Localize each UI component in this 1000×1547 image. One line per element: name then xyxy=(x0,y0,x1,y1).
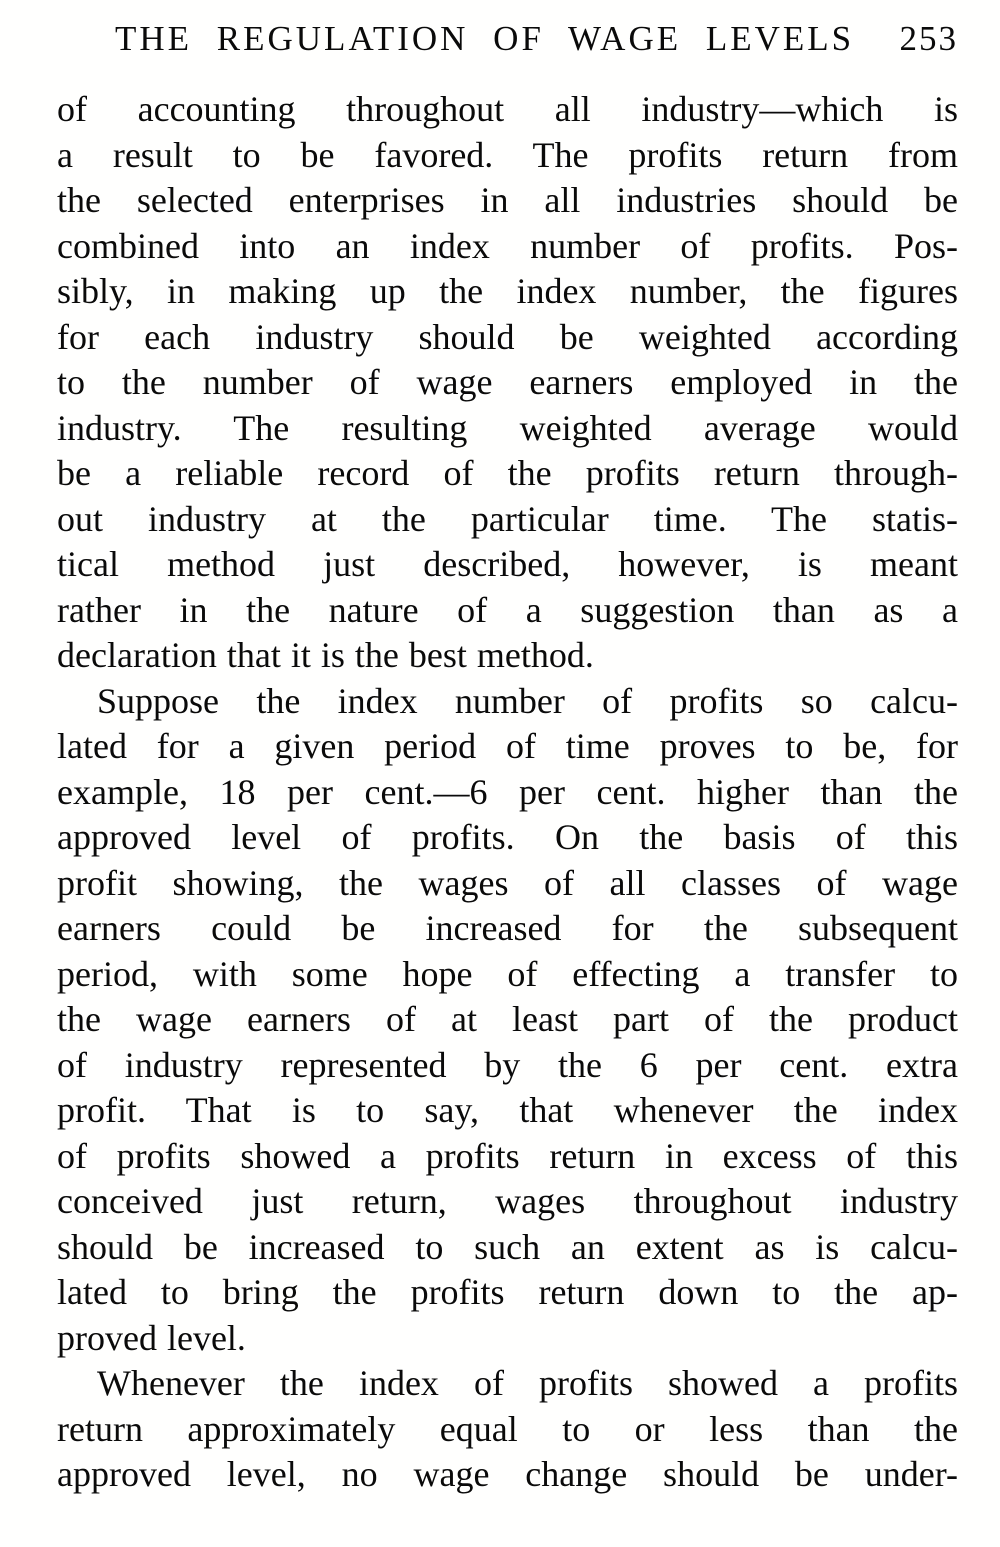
text-line: approved level of profits. On the basis of this xyxy=(57,817,958,857)
text-line: rather in the nature of a suggestion than as a xyxy=(57,589,958,630)
text-line: profit. That is to say, that whenever the index xyxy=(57,1090,958,1130)
text-line: example, 18 per cent.—6 per cent. higher than the xyxy=(57,771,958,812)
text-line: return approximately equal to or less than the xyxy=(57,1408,958,1449)
page-header-title: THE REGULATION OF WAGE LEVELS xyxy=(115,19,855,58)
text-line: be a reliable record of the profits return through- xyxy=(57,453,958,493)
text-line: out industry at the particular time. The statis- xyxy=(57,498,958,539)
text-line: lated for a given period of time proves to be, for xyxy=(57,726,958,766)
text-line: approved level, no wage change should be under- xyxy=(57,1454,958,1494)
paragraph xyxy=(57,87,958,679)
text-line: sibly, in making up the index number, the figures xyxy=(57,271,958,311)
text-line: Whenever the index of profits showed a profits xyxy=(97,1363,958,1403)
page-number: 253 xyxy=(899,19,958,58)
text-line: for each industry should be weighted according xyxy=(57,316,958,357)
text-line: of accounting throughout all industry—which is xyxy=(57,89,958,129)
text-line: tical method just described, however, is meant xyxy=(57,544,958,584)
text-line: a result to be favored. The profits return from xyxy=(57,134,958,175)
text-line: the wage earners of at least part of the product xyxy=(57,999,958,1039)
text-line: conceived just return, wages throughout industry xyxy=(57,1181,958,1221)
text-line: proved level. xyxy=(57,1317,246,1358)
text-line: lated to bring the profits return down to the ap- xyxy=(57,1272,958,1312)
text-line: of profits showed a profits return in excess of this xyxy=(57,1135,958,1176)
paragraph xyxy=(57,1361,958,1498)
text-line: profit showing, the wages of all classes of wage xyxy=(57,862,958,903)
page-body xyxy=(57,87,958,1498)
text-line: the selected enterprises in all industries should be xyxy=(57,180,958,220)
text-line: should be increased to such an extent as is calcu- xyxy=(57,1226,958,1267)
text-line: Suppose the index number of profits so calcu- xyxy=(97,680,958,721)
text-line: of industry represented by the 6 per cent. extra xyxy=(57,1044,958,1085)
text-line: earners could be increased for the subsequent xyxy=(57,908,958,948)
running-head xyxy=(115,18,958,60)
paragraph xyxy=(57,679,958,1362)
text-line: combined into an index number of profits. Pos- xyxy=(57,225,958,266)
text-line: to the number of wage earners employed in the xyxy=(57,362,958,402)
text-line: declaration that it is the best method. xyxy=(57,635,594,675)
text-line: period, with some hope of effecting a transfer to xyxy=(57,953,958,994)
text-line: industry. The resulting weighted average would xyxy=(57,407,958,448)
